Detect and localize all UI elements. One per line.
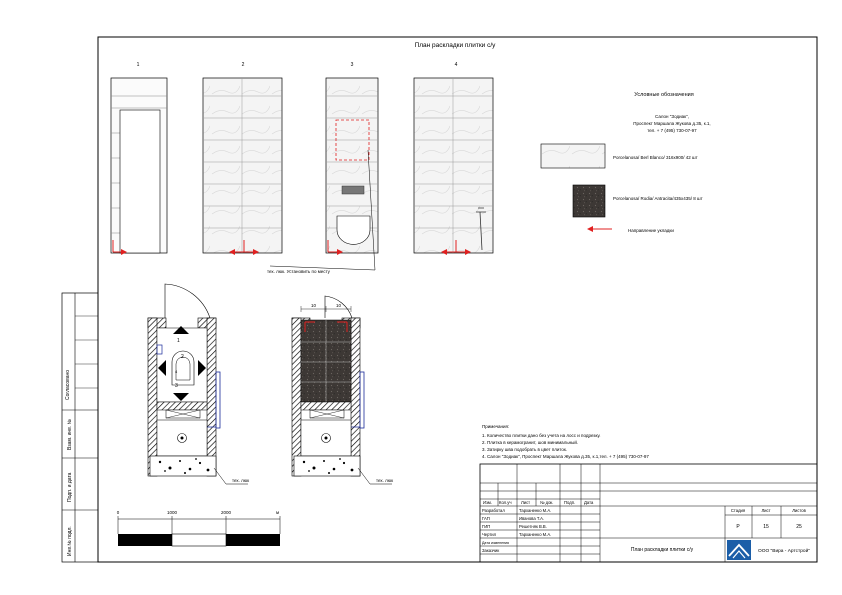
tb-header-list: Лист — [521, 500, 531, 505]
legend-item-light-tile: Porcelanosa/ Berl Blanco/ 316x900/ 42 шт — [613, 155, 698, 160]
elevation-3 — [270, 78, 378, 270]
tb-name-drafter: Тарханенко М.А. — [519, 532, 552, 537]
plan-mark-1: 1 — [177, 338, 180, 344]
legend-salon-2: Проспект Маршала Жукова д.35, к.1, — [633, 121, 711, 126]
floor-plan-right — [292, 296, 392, 484]
tb-drawing-name: План раскладки плитки с/у — [630, 547, 694, 553]
scale-tick-2000: 2000 — [220, 510, 232, 515]
wall-toilet — [337, 216, 370, 244]
callout-hatch-install: тех. люк. Установить по месту — [267, 269, 330, 274]
tb-company: ООО "Вира - Артстрой" — [758, 549, 810, 554]
door-opening — [120, 110, 160, 253]
floor-plan-left — [148, 284, 248, 484]
legend-item-dark-tile: Porcelanosa/ Rodia/ Antracita/435x435/ 8 шт — [613, 196, 703, 201]
tb-header-doc: № док. — [540, 500, 554, 505]
notes-line-3: 3. Затирку шва подобрать в цвет плиток. — [482, 447, 568, 452]
notes-line-2: 2. Плитка в керамогранит, шов минимальный. — [482, 440, 579, 445]
tb-sheets-value: 25 — [796, 524, 802, 530]
legend-title: Условные обозначения — [634, 92, 694, 98]
stamp-inv: Инв.№ подл. — [67, 526, 73, 556]
side-stamp — [62, 293, 98, 562]
callout-hatch-left: тех. люк — [232, 478, 250, 483]
company-logo-icon — [727, 540, 751, 560]
tb-header-date: Дата — [584, 500, 594, 505]
legend-item-direction: Направление укладки — [628, 228, 674, 233]
tb-role-gip: ГИП — [482, 524, 491, 529]
view-number-3: 3 — [350, 62, 354, 68]
tb-name-gip: Решетняк В.В. — [519, 524, 547, 529]
tb-role-drafter: Чертил — [482, 532, 497, 537]
tb-role-change-date: Дата изменения — [482, 541, 510, 545]
stamp-sign-date: Подп. и дата — [67, 472, 73, 502]
notes — [482, 424, 649, 459]
elevation-4 — [414, 78, 493, 253]
legend-salon-1: Салон "Зодиак", — [655, 114, 689, 119]
scale-unit: м — [276, 510, 280, 515]
legend — [541, 92, 711, 233]
tb-stage-value: Р — [736, 524, 740, 530]
tb-role-customer: Заказчик — [482, 548, 500, 553]
legend-swatch-dark-tile — [573, 185, 605, 217]
dimension-left: 10 — [311, 303, 317, 308]
notes-heading: Примечания: — [482, 424, 510, 429]
elevation-1 — [111, 78, 167, 253]
tb-header-kol: Кол.уч — [499, 500, 512, 505]
scale-tick-1000: 1000 — [166, 510, 178, 515]
legend-swatch-light-tile — [541, 144, 605, 168]
view-number-1: 1 — [136, 62, 140, 68]
drawing-title: План раскладки плитки с/у — [414, 42, 496, 49]
tb-role-developer: Разработал — [482, 508, 505, 513]
tb-sheet-value: 15 — [763, 524, 769, 530]
callout-hatch-right: тех. люк — [376, 478, 394, 483]
pipe-riser — [216, 372, 220, 428]
title-block — [480, 464, 817, 562]
tb-name-gap: Иванова Т.А. — [519, 516, 545, 521]
tb-sheet-label: Лист — [761, 508, 771, 513]
tb-sheets-label: Листов — [792, 508, 806, 513]
dimension-right: 10 — [336, 303, 342, 308]
scale-tick-0: 0 — [116, 510, 120, 515]
pipe-riser — [360, 372, 364, 428]
stamp-replace: Взам. инв. № — [67, 419, 73, 450]
elevation-2 — [203, 78, 282, 253]
legend-salon-3: тел. + 7 (495) 730-07-97 — [647, 128, 697, 133]
tb-header-sign: Подп. — [564, 500, 576, 505]
door-swing — [165, 284, 210, 318]
tb-name-developer: Тарханенко М.А. — [519, 508, 552, 513]
notes-line-4: 4. Салон "Зодиак", Проспект Маршала Жукова д.35, к.1,тел. + 7 (495) 730-07-97 — [482, 454, 649, 459]
plan-mark-4: 4 — [175, 369, 178, 374]
tb-role-gap: ГАП — [482, 516, 490, 521]
tb-header-izm: Изм. — [483, 500, 492, 505]
notes-line-1: 1. Количество плитки дано без учета на лосс и подрезку. — [482, 433, 601, 438]
stamp-agreed: Согласовано — [65, 369, 71, 400]
view-number-2: 2 — [241, 62, 245, 68]
plan-mark-2: 2 — [181, 354, 184, 360]
plan-mark-3: 3 — [175, 383, 178, 389]
scale-bar — [117, 510, 280, 546]
tb-stage-label: Стадия — [730, 508, 746, 513]
flush-plate — [342, 186, 364, 194]
view-number-4: 4 — [454, 62, 458, 68]
